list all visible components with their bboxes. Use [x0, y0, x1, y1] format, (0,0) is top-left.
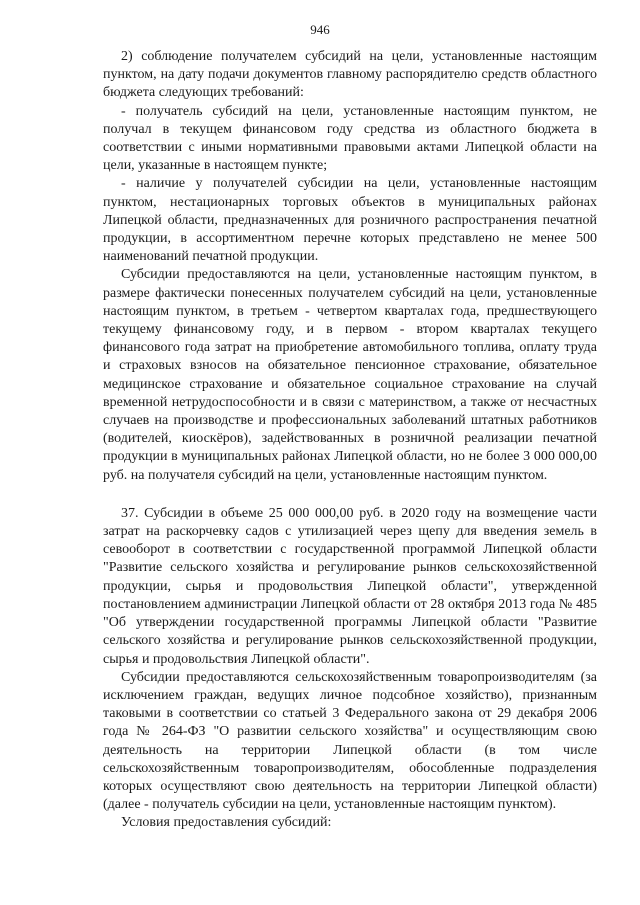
paragraph-item-37: 37. Субсидии в объеме 25 000 000,00 руб. в 2020 году на возмещение части затрат на раскорчевку садов с утилизацией через щепу для введения земель в севооборот в соответствии с государственной программой Липецкой области "Развитие сельского хозяйства и регулирование рынков сельскохозяйственной продукции, сырья и продовольствия Липецкой области", утвержденной постановлением администрации Липецкой области от 28 октября 2013 года № 485 "Об утверждении государственной программы Липецкой области "Развитие сельского хозяйства и регулирование рынков сельскохозяйственной продукции, сырья и продовольствия Липецкой области". — [103, 505, 597, 667]
paragraph-subsidy-amount: Субсидии предоставляются на цели, установленные настоящим пунктом, в размере фактически понесенных получателем субсидий на цели, установленные настоящим пунктом, в третьем - четвертом кварталах года, предшествующего текущему финансовому году, и в первом - втором кварталах текущего финансового года затрат на приобретение автомобильного топлива, оплату труда и страховых взносов на обязательное пенсионное страхование, обязательное медицинское страхование и обязательное социальное страхование на случай временной нетрудоспособности и в связи с материнством, а также от несчастных случаев на производстве и профессиональных заболеваний штатных работников (водителей, киоскёров), задействованных в розничной реализации печатной продукции в муниципальных районах Липецкой области, но не более 3 000 000,00 руб. на получателя субсидий на цели, установленные настоящим пунктом. — [103, 267, 597, 483]
paragraph-conditions-heading: Условия предоставления субсидий: — [121, 815, 332, 831]
page-number: 946 — [310, 22, 330, 37]
paragraph-recipients: Субсидии предоставляются сельскохозяйственным товаропроизводителям (за исключением граждан, ведущих личное подсобное хозяйство), признанным таковыми в соответствии со статьей 3 Федерального закона от 29 декабря 2006 года № 264-ФЗ "О развитии сельского хозяйства" и осуществляющим свою деятельность на территории Липецкой области (в том числе сельскохозяйственным товаропроизводителям, обособленные подразделения которых осуществляют свою деятельность на территории Липецкой области) (далее - получатель субсидии на цели, установленные настоящим пунктом). — [103, 669, 597, 813]
paragraph-requirement-no-funds: - получатель субсидий на цели, установленные настоящим пунктом, не получал в текущем финансовом году средства из областного бюджета в соответствии с иными нормативными правовыми актами Липецкой области на цели, указанные в настоящем пункте; — [103, 103, 597, 174]
document-body — [103, 48, 597, 833]
paragraph-requirement-kiosks: - наличие у получателей субсидии на цели, установленные настоящим пунктом, нестационарных торговых объектов в муниципальных районах Липецкой области, предназначенных для розничного распространения печатной продукции, в ассортиментном перечне которых представлено не менее 500 наименований печатной продукции. — [103, 176, 597, 265]
paragraph-requirements-intro: 2) соблюдение получателем субсидий на цели, установленные настоящим пунктом, на дату подачи документов главному распорядителю средств областного бюджета следующих требований: — [103, 49, 597, 101]
